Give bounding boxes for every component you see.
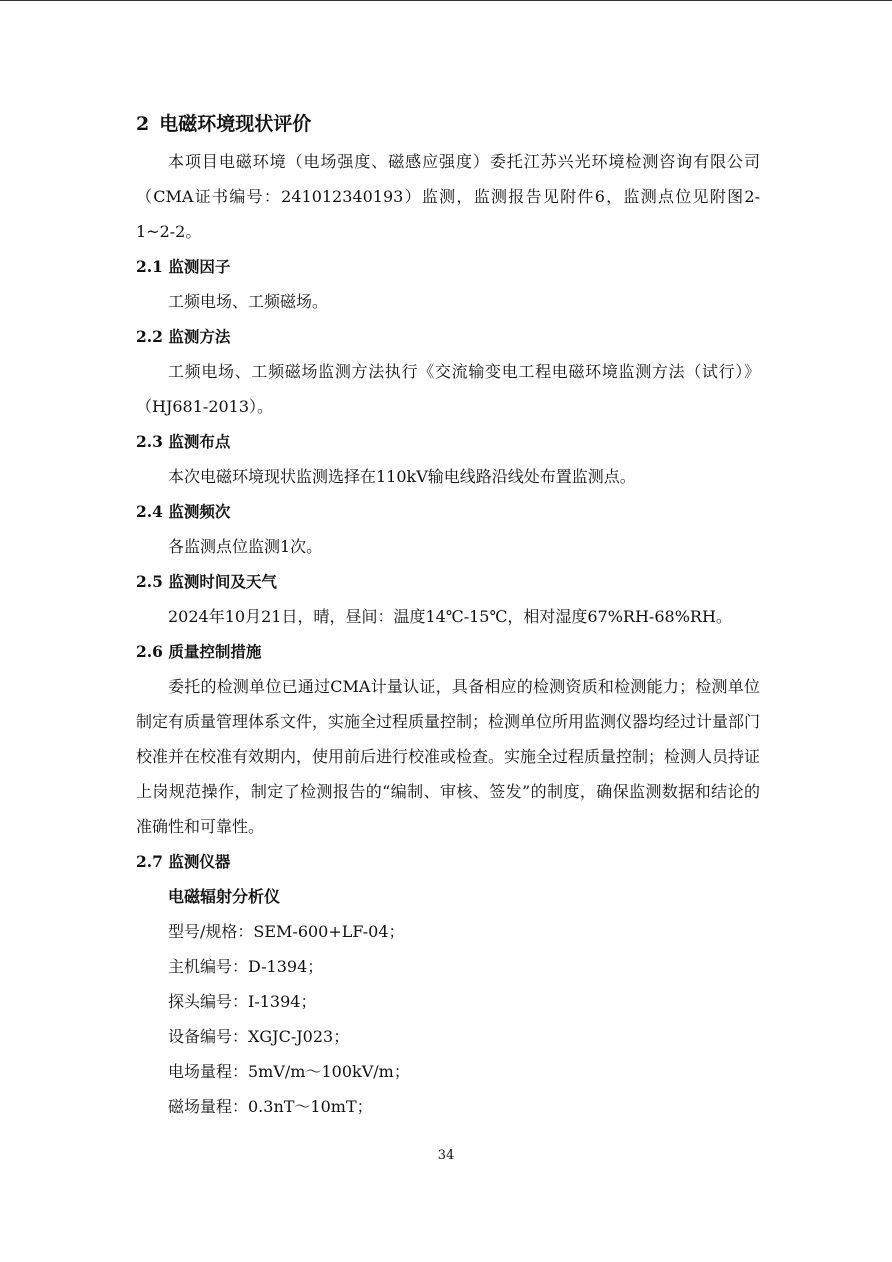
subsection-heading-2-2: 2.2 监测方法: [136, 327, 231, 346]
top-border-line: [0, 0, 892, 1]
subsection-heading-2-3: 2.3 监测布点: [136, 432, 231, 451]
page-number: 34: [437, 1148, 455, 1163]
page-content: [136, 104, 760, 1124]
instrument-spec-item: 探头编号：I-1394；: [168, 992, 317, 1011]
subsection-heading-2-4: 2.4 监测频次: [136, 502, 231, 521]
subsection-text-2-6: 委托的检测单位已通过CMA计量认证，具备相应的检测资质和检测能力；检测单位制定有质量管理体系文件，实施全过程质量控制；检测单位所用监测仪器均经过计量部门校准并在校准有效期内，使用前后进行校准或检查。实施全过程质量控制；检测人员持证上岗规范操作，制定了检测报告的“编制、审核、签发”的制度，确保监测数据和结论的准确性和可靠性。: [136, 677, 761, 836]
subsection-heading-2-1: 2.1 监测因子: [136, 257, 231, 276]
instrument-spec-item: 设备编号：XGJC-J023；: [168, 1027, 350, 1046]
subsection-heading-2-6: 2.6 质量控制措施: [136, 642, 262, 661]
section-title: 电磁环境现状评价: [159, 113, 312, 135]
subsection-heading-2-5: 2.5 监测时间及天气: [136, 572, 277, 591]
subsection-text-2-5: 2024年10月21日，晴，昼间：温度14℃-15℃，相对湿度67%RH-68%RH。: [168, 607, 732, 626]
subsection-text-2-3: 本次电磁环境现状监测选择在110kV输电线路沿线处布置监测点。: [168, 467, 636, 486]
section-heading: [136, 104, 760, 144]
instrument-spec-item: 磁场量程：0.3nT～10mT；: [168, 1097, 373, 1116]
subsection-text-2-4: 各监测点位监测1次。: [168, 537, 323, 556]
instrument-spec-item: 电场量程：5mV/m～100kV/m；: [168, 1062, 410, 1081]
subsection-text-2-1: 工频电场、工频磁场。: [168, 292, 329, 311]
subsection-text-2-2: 工频电场、工频磁场监测方法执行《交流输变电工程电磁环境监测方法（试行）》（HJ681-2013）。: [136, 362, 760, 416]
instrument-name: 电磁辐射分析仪: [168, 887, 281, 906]
instrument-spec-item: 型号/规格：SEM-600+LF-04；: [168, 922, 405, 941]
section-intro-paragraph: 本项目电磁环境（电场强度、磁感应强度）委托江苏兴光环境检测咨询有限公司（CMA证书编号：241012340193）监测，监测报告见附件6，监测点位见附图2-1~2-2。: [136, 152, 760, 241]
section-number: 2: [136, 113, 150, 135]
instrument-spec-item: 主机编号：D-1394；: [168, 957, 324, 976]
subsection-heading-2-7: 2.7 监测仪器: [136, 852, 231, 871]
